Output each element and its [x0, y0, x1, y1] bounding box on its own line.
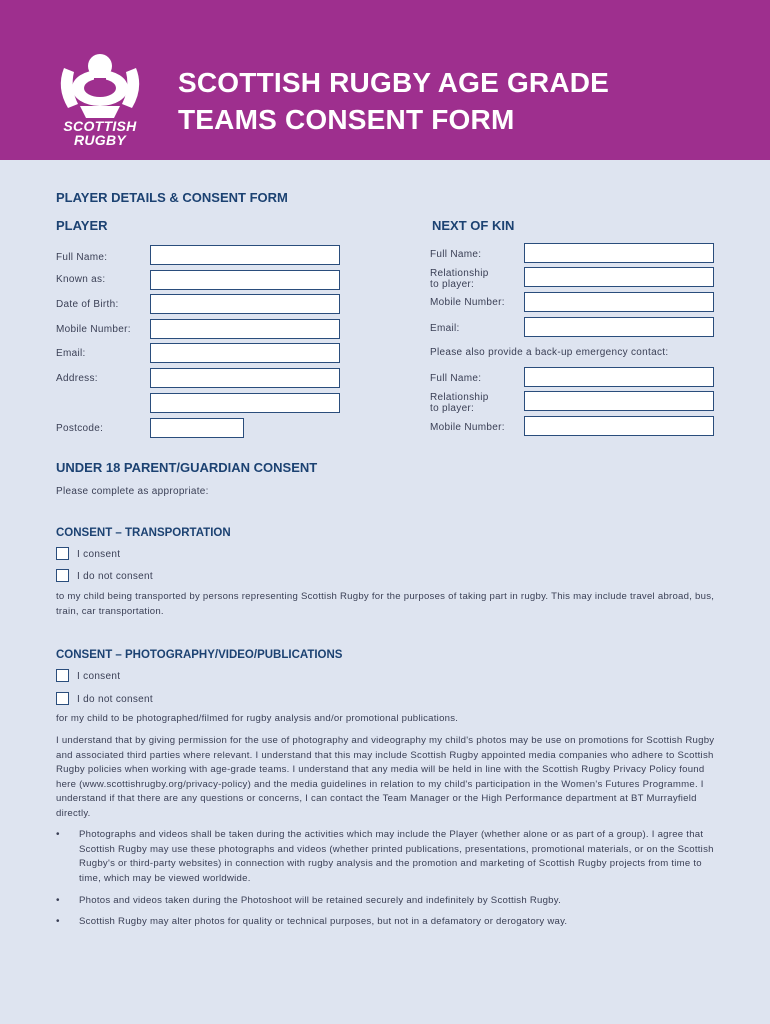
bullet-marker: • — [56, 895, 60, 906]
player-full-name-field[interactable] — [150, 245, 340, 265]
player-postcode-label: Postcode: — [56, 423, 104, 434]
section-title: PLAYER DETAILS & CONSENT FORM — [56, 190, 288, 205]
transport-consent-text: to my child being transported by persons representing Scottish Rugby for the purposes of taking part in rugby. This may include travel abroad, bus, train, car transportation. — [56, 591, 715, 617]
player-email-label: Email: — [56, 348, 86, 359]
backup-relationship-field[interactable] — [524, 391, 714, 411]
logo-wordmark: SCOTTISH RUGBY — [63, 118, 137, 148]
transport-no-consent-checkbox[interactable] — [56, 569, 69, 582]
nok-relationship-label: Relationship to player: — [430, 268, 489, 290]
bullet-item: Photographs and videos shall be taken during the activities which may include the Player (whether alone or as part of a group). I agree that Scottish Rugby may use these photographs and videos (whether printed publications, presentations, promotional materials, or on the Scottish Rugby's or third-party websites) in connection with rugby analysis and the promotion and marketing of Scottish Rugby projects from time to time, which may be viewed worldwide. — [79, 829, 714, 884]
photo-consent-checkbox[interactable] — [56, 669, 69, 682]
bullet-item: Scottish Rugby may alter photos for quality or technical purposes, but not in a defamatory or derogatory way. — [79, 916, 568, 927]
player-address-field-1[interactable] — [150, 368, 340, 388]
player-mobile-label: Mobile Number: — [56, 324, 131, 335]
backup-full-name-field[interactable] — [524, 367, 714, 387]
transport-consent-checkbox[interactable] — [56, 547, 69, 560]
player-address-label: Address: — [56, 373, 98, 384]
nok-mobile-field[interactable] — [524, 292, 714, 312]
player-mobile-field[interactable] — [150, 319, 340, 339]
player-address-field-2[interactable] — [150, 393, 340, 413]
backup-mobile-field[interactable] — [524, 416, 714, 436]
player-full-name-label: Full Name: — [56, 252, 108, 263]
photo-consent-label: I consent — [77, 671, 121, 682]
bullet-marker: • — [56, 829, 60, 840]
nok-full-name-field[interactable] — [524, 243, 714, 263]
player-dob-field[interactable] — [150, 294, 340, 314]
nok-email-label: Email: — [430, 323, 460, 334]
backup-full-name-label: Full Name: — [430, 373, 482, 384]
nok-relationship-field[interactable] — [524, 267, 714, 287]
guardian-instruction: Please complete as appropriate: — [56, 486, 209, 497]
photo-no-consent-label: I do not consent — [77, 694, 153, 705]
player-email-field[interactable] — [150, 343, 340, 363]
photo-consent-heading: CONSENT – PHOTOGRAPHY/VIDEO/PUBLICATIONS — [56, 649, 343, 661]
nok-full-name-label: Full Name: — [430, 249, 482, 260]
guardian-consent-heading: UNDER 18 PARENT/GUARDIAN CONSENT — [56, 460, 318, 475]
backup-relationship-label: Relationship to player: — [430, 392, 489, 414]
player-heading: PLAYER — [56, 218, 108, 233]
bullet-item: Photos and videos taken during the Photoshoot will be retained securely and indefinitely by Scottish Rugby. — [79, 895, 562, 906]
page-title: SCOTTISH RUGBY AGE GRADE TEAMS CONSENT FORM — [178, 67, 610, 135]
player-dob-label: Date of Birth: — [56, 299, 119, 310]
transport-consent-heading: CONSENT – TRANSPORTATION — [56, 527, 231, 539]
player-postcode-field[interactable] — [150, 418, 244, 438]
transport-consent-label: I consent — [77, 549, 121, 560]
player-known-as-label: Known as: — [56, 274, 106, 285]
header-banner — [0, 0, 770, 160]
backup-mobile-label: Mobile Number: — [430, 422, 505, 433]
nok-email-field[interactable] — [524, 317, 714, 337]
nok-mobile-label: Mobile Number: — [430, 297, 505, 308]
backup-contact-note: Please also provide a back-up emergency contact: — [430, 347, 669, 358]
next-of-kin-heading: NEXT OF KIN — [432, 218, 515, 233]
photo-understanding-paragraph: I understand that by giving permission for the use of photography and videography my child's photos may be use on promotions for Scottish Rugby and associated third parties where relevant. I understand that this may include Scottish Rugby appointed media companies who adhere to Scottish Rugby policies when working with age-grade teams. I understand that any media will be held in line with the Scottish Rugby Privacy Policy found here (www.scottishrugby.org/privacy-policy) and the media guidelines in relation to my child's participation in the Women's Futures Programme. I understand if that there are any questions or concerns, I can contact the Team Manager or the High Performance department at BT Murrayfield directly. — [56, 735, 715, 819]
player-known-as-field[interactable] — [150, 270, 340, 290]
bullet-marker: • — [56, 916, 60, 927]
photo-no-consent-checkbox[interactable] — [56, 692, 69, 705]
transport-no-consent-label: I do not consent — [77, 571, 153, 582]
photo-consent-text: for my child to be photographed/filmed for rugby analysis and/or promotional publications. — [56, 713, 459, 724]
